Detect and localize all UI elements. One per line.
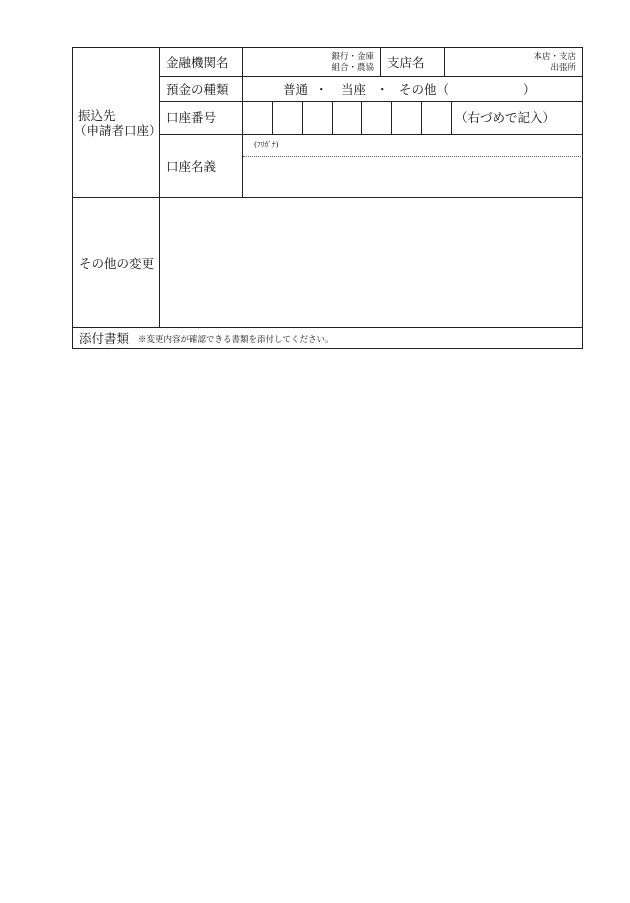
transfer-account-form	[72, 47, 583, 349]
transfer-section-label-line1: 振込先	[78, 108, 116, 123]
attachments-note: ※変更内容が確認できる書類を添付してください。	[138, 335, 334, 345]
branch-type-options	[533, 52, 576, 73]
right-align-note: （右づめで記入）	[455, 110, 556, 125]
branch-name-label: 支店名	[387, 55, 425, 70]
bank-type-line1: 銀行・金庫	[331, 52, 374, 62]
deposit-other-close: ）	[523, 82, 536, 97]
section-divider	[73, 327, 583, 328]
account-number-label: 口座番号	[166, 110, 217, 125]
deposit-option-savings[interactable]: 普通	[283, 82, 309, 97]
deposit-separator: ・	[315, 82, 328, 97]
account-digit-box[interactable]	[303, 102, 332, 134]
deposit-type-label: 預金の種類	[166, 82, 229, 97]
furigana-label: (ﾌﾘｶﾞﾅ)	[254, 140, 279, 149]
bank-type-options	[331, 52, 374, 73]
furigana-divider	[243, 156, 583, 157]
account-digit-box[interactable]	[362, 102, 391, 134]
transfer-section-label-line2: （申請者口座）	[74, 123, 162, 138]
bank-name-label: 金融機関名	[166, 55, 229, 70]
attachments-label: 添付書類	[79, 331, 130, 346]
other-changes-label: その他の変更	[79, 256, 155, 271]
digit-divider	[451, 101, 452, 134]
deposit-option-other[interactable]: その他（	[399, 82, 450, 97]
branch-type-line2: 出張所	[550, 62, 576, 73]
account-digit-box[interactable]	[392, 102, 421, 134]
account-digit-box[interactable]	[333, 102, 361, 134]
transfer-section-label	[74, 108, 162, 138]
account-name-field[interactable]	[243, 158, 583, 197]
row-divider	[159, 76, 583, 77]
other-changes-field[interactable]	[160, 198, 583, 327]
account-digit-box[interactable]	[273, 102, 302, 134]
account-digit-box[interactable]	[422, 102, 451, 134]
deposit-option-current[interactable]: 当座	[341, 82, 367, 97]
deposit-separator: ・	[376, 82, 389, 97]
furigana-field[interactable]	[289, 135, 583, 156]
branch-type-line1: 本店・支店	[533, 52, 576, 62]
bank-type-line2: 組合・農協	[331, 62, 374, 73]
column-divider	[380, 48, 381, 76]
account-digit-box[interactable]	[243, 102, 272, 134]
account-name-label: 口座名義	[166, 159, 217, 174]
